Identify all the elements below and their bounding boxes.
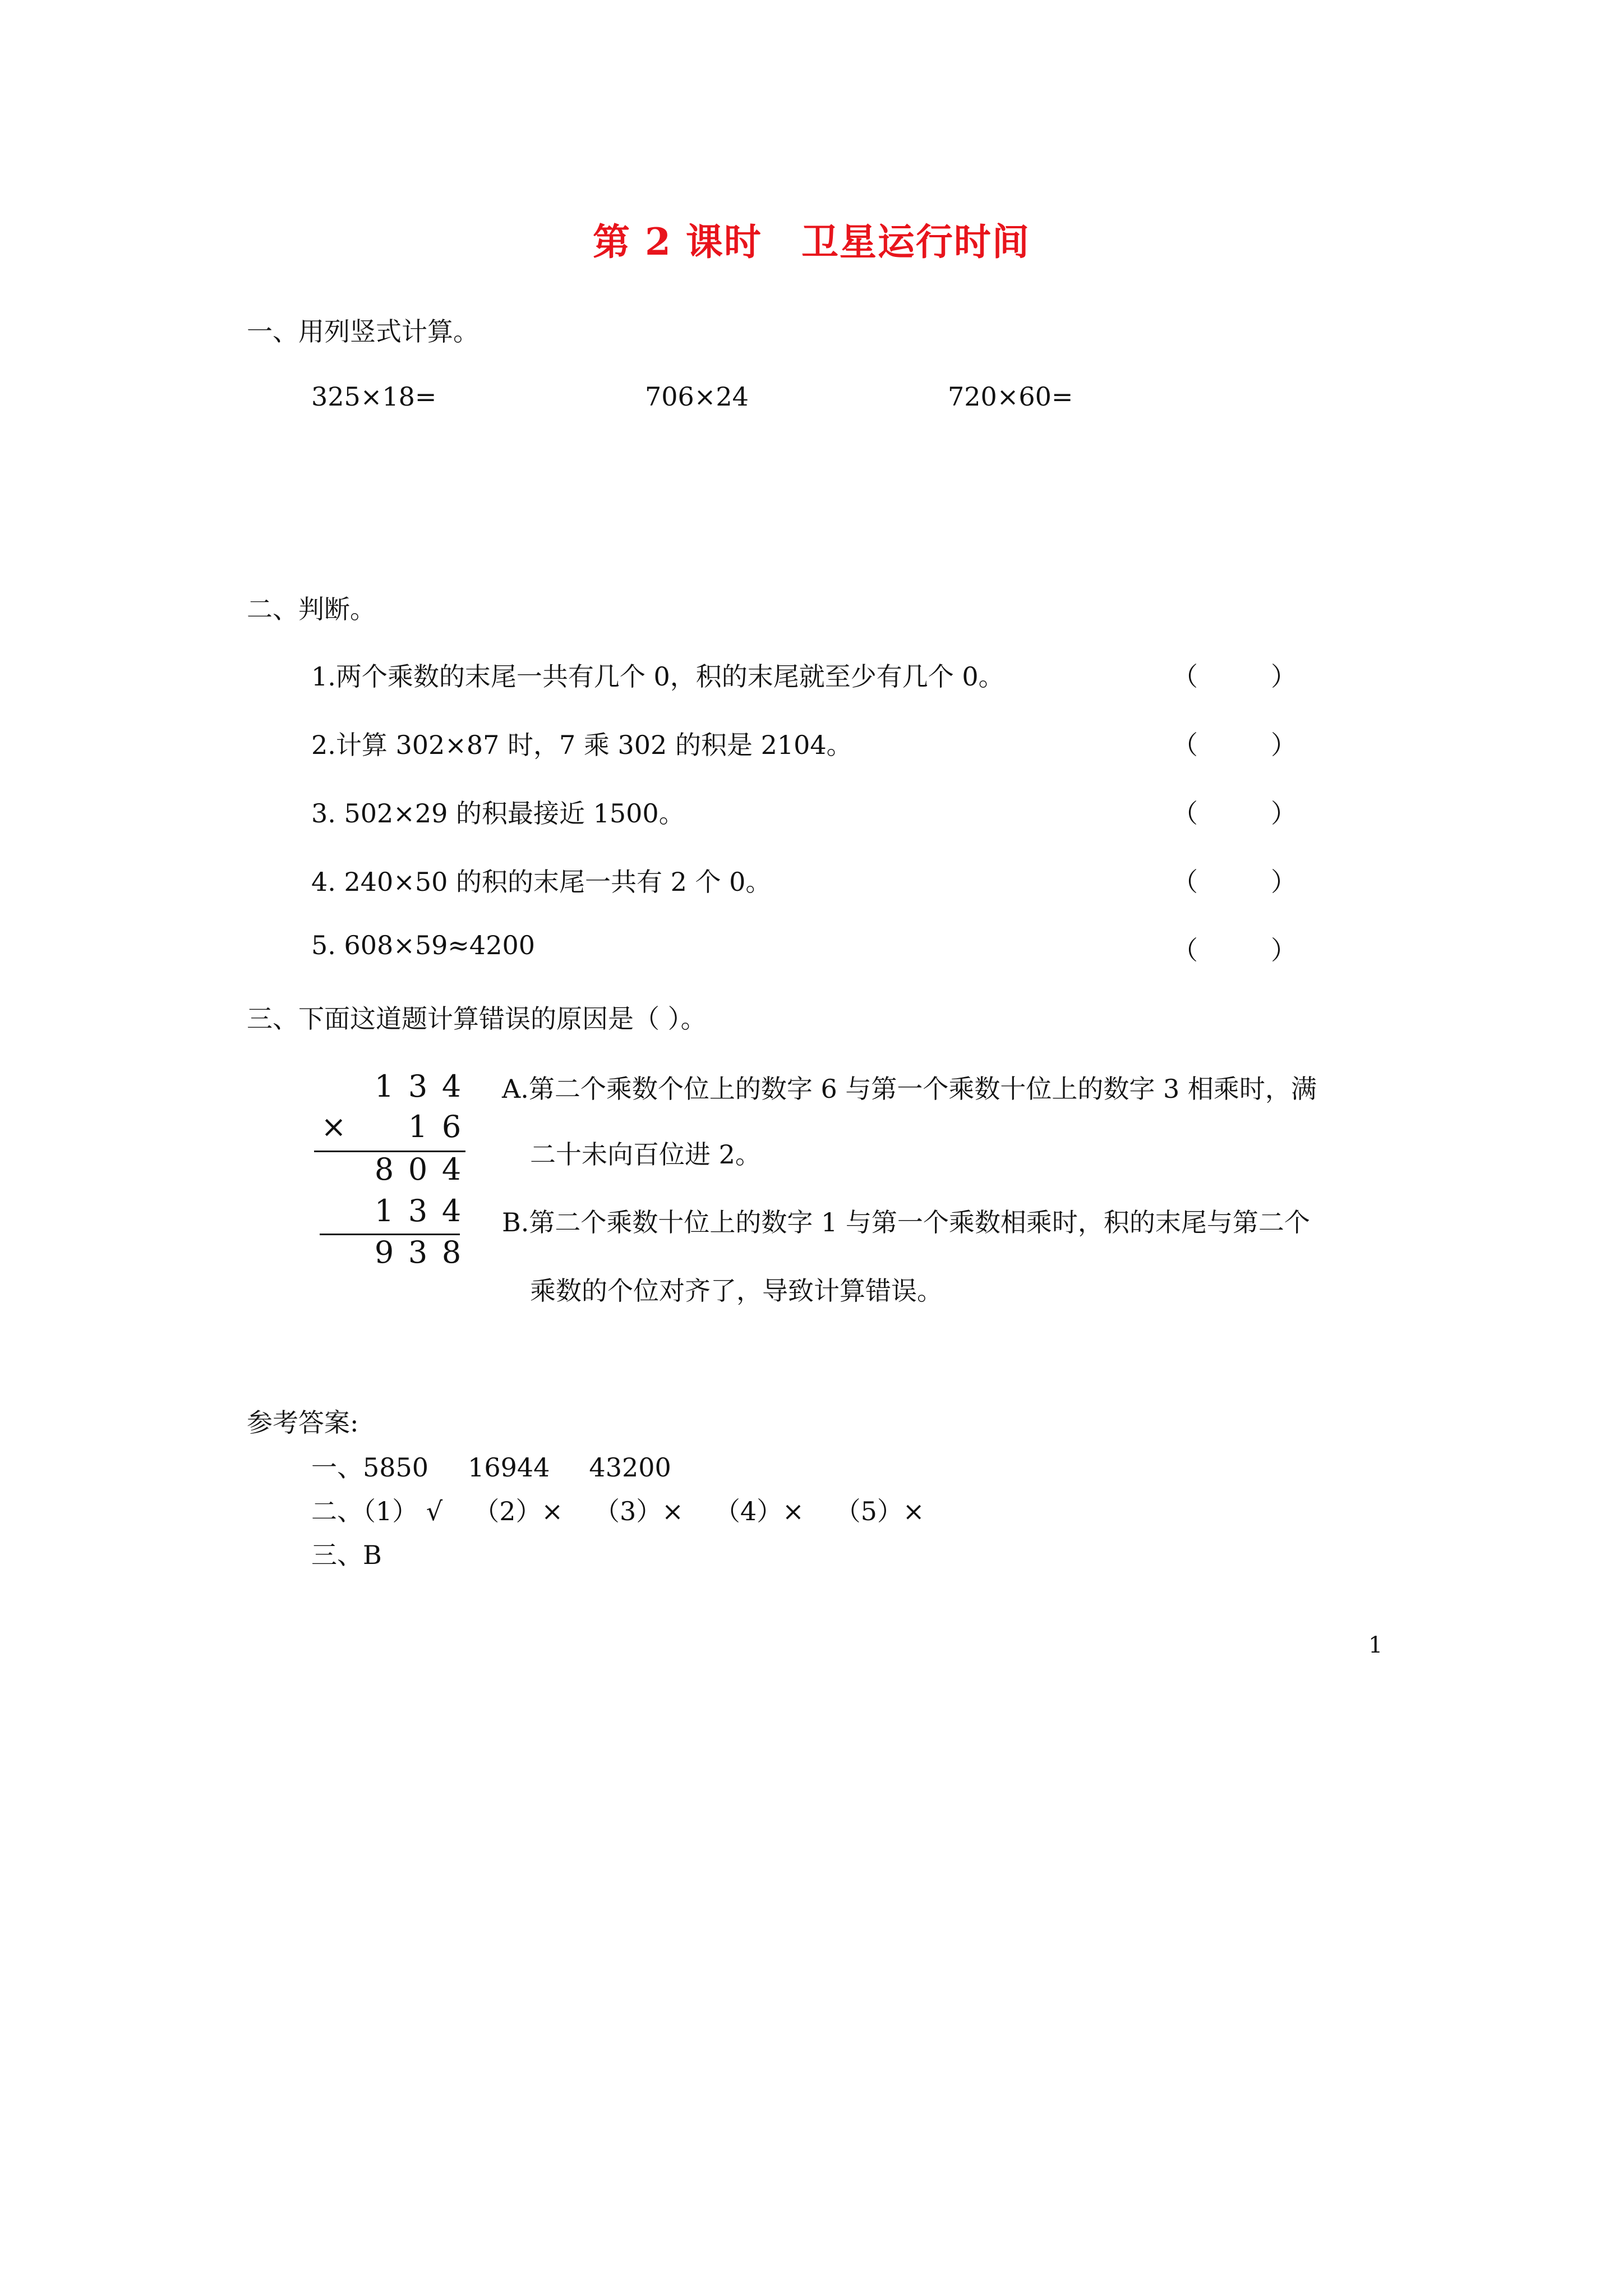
answers-heading: 参考答案: (247, 1407, 359, 1438)
vc-row-multiplicand: 1 3 4 (374, 1069, 462, 1104)
lesson-topic: 卫星运行时间 (801, 220, 1030, 264)
answers-line-1: 一、5850 16944 43200 (311, 1452, 671, 1483)
answers-line-2: 二、（1） √ （2）× （3）× （4）× （5）× (311, 1496, 925, 1526)
option-a-line-2: 二十未向百位进 2。 (530, 1139, 761, 1170)
page-number: 1 (1368, 1632, 1383, 1658)
judge-item-2: 2.计算 302×87 时，7 乘 302 的积是 2104。 (311, 730, 852, 760)
answer-blank-5[interactable]: （ ） (1172, 935, 1297, 965)
vertical-multiplication (314, 1069, 465, 1282)
section2-heading: 二、判断。 (247, 594, 376, 624)
judge-item-1: 1.两个乘数的末尾一共有几个 0，积的末尾就至少有几个 0。 (311, 661, 1004, 692)
problem-3: 720×60= (948, 381, 1073, 412)
page-title (0, 212, 1623, 265)
lesson-number: 第 2 课时 (593, 220, 762, 264)
times-sign: × (321, 1109, 347, 1144)
problem-2: 706×24 (645, 381, 749, 412)
answers-line-3: 三、B (311, 1540, 382, 1570)
section1-heading: 一、用列竖式计算。 (247, 316, 479, 347)
judge-item-4: 4. 240×50 的积的末尾一共有 2 个 0。 (311, 867, 772, 897)
vc-row-partial-2: 1 3 4 (374, 1193, 462, 1228)
vc-row-partial-1: 8 0 4 (374, 1152, 462, 1187)
section3-heading: 三、下面这道题计算错误的原因是（ ）。 (247, 1004, 707, 1034)
judge-item-5: 5. 608×59≈4200 (311, 930, 535, 960)
answer-blank-3[interactable]: （ ） (1172, 798, 1297, 829)
answer-blank-1[interactable]: （ ） (1172, 661, 1297, 692)
answer-blank-4[interactable]: （ ） (1172, 867, 1297, 897)
judge-item-3: 3. 502×29 的积最接近 1500。 (311, 798, 685, 829)
answer-blank-2[interactable]: （ ） (1172, 730, 1297, 760)
vc-row-product: 9 3 8 (374, 1235, 462, 1270)
problem-1: 325×18= (311, 381, 437, 412)
option-a-line-1: A.第二个乘数个位上的数字 6 与第一个乘数十位上的数字 3 相乘时，满 (502, 1074, 1317, 1104)
option-b-line-2: 乘数的个位对齐了，导致计算错误。 (530, 1276, 943, 1306)
vc-row-multiplier: × 1 6 (314, 1109, 465, 1148)
option-b-line-1: B.第二个乘数十位上的数字 1 与第一个乘数相乘时，积的末尾与第二个 (502, 1207, 1310, 1237)
